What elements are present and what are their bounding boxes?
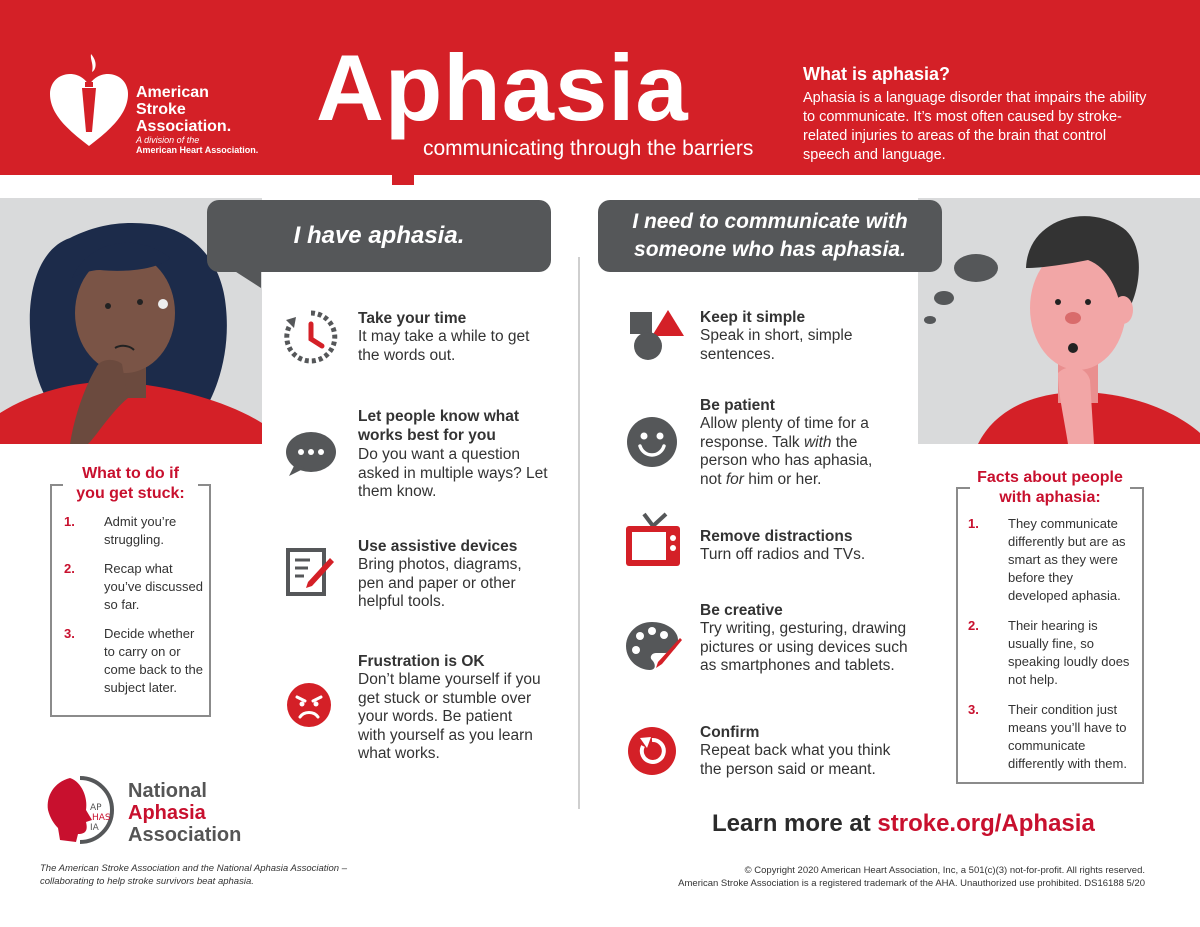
copyright-line2: American Stroke Association is a registered trademark of the AHA. Unauthorized use prohibited. DS16188 5/20 (678, 878, 1145, 889)
frustrated-face-icon (286, 682, 332, 728)
paint-palette-icon (624, 620, 682, 672)
chat-bubble-icon (285, 430, 337, 476)
copyright (600, 864, 1145, 890)
right-item-1-text: Speak in short, simple sentences. (700, 327, 853, 363)
stuck-item-1 (64, 513, 204, 553)
tv-icon (624, 512, 682, 568)
aha-name-line2: Stroke (136, 101, 186, 118)
facts-item-2-text: Their hearing is usually fine, so speaking loudly does not help. (1008, 618, 1130, 687)
stuck-heading-line1: What to do if (82, 465, 179, 482)
stuck-item-2-text: Recap what you’ve discussed so far. (104, 561, 203, 612)
facts-item-3 (968, 701, 1138, 777)
svg-text:AP: AP (90, 803, 102, 813)
left-item-4-title: Frustration is OK (358, 653, 485, 670)
aha-name-line3: Association. (136, 118, 232, 135)
stuck-item-2 (64, 560, 204, 616)
repeat-arrow-icon (627, 726, 677, 776)
aha-org-name (136, 84, 256, 135)
facts-item-1-num: 1. (968, 516, 979, 531)
what-is-heading: What is aphasia? (803, 64, 951, 84)
stuck-box-heading (63, 464, 198, 504)
stuck-item-2-num: 2. (64, 561, 75, 576)
page-subtitle: communicating through the barriers (423, 137, 754, 160)
man-illustration (918, 198, 1200, 444)
learn-more-prefix: Learn more at (712, 810, 878, 837)
left-item-1-text: It may take a while to get the words out. (358, 328, 530, 364)
facts-box-heading (970, 468, 1130, 508)
stuck-heading-line2: you get stuck: (76, 485, 185, 502)
left-item-2-text: Do you want a question asked in multiple ways? Let them know. (358, 446, 548, 500)
facts-heading-line2: with aphasia: (999, 489, 1101, 506)
bubble-right-line1: I need to communicate with (632, 210, 908, 233)
stuck-item-3-text: Decide whether to carry on or come back to the subject later. (104, 626, 203, 695)
header-tail (392, 150, 414, 185)
what-is-text: Aphasia is a language disorder that impairs the ability to communicate. It’s most often caused by stroke-related injuries to areas of the brain that control speech and language. (803, 90, 1147, 163)
right-item-2-text-c: him or her. (743, 470, 822, 488)
facts-item-1 (968, 515, 1138, 607)
learn-more-link[interactable]: stroke.org/Aphasia (877, 810, 1095, 837)
right-item-3-title: Remove distractions (700, 528, 853, 545)
right-item-2-text-b: the person who has aphasia, not (700, 433, 873, 488)
naa-name (128, 780, 241, 846)
i-have-aphasia-bubble: I have aphasia. (207, 200, 551, 272)
naa-logo-icon (40, 774, 120, 846)
smiley-face-icon (626, 416, 678, 468)
facts-item-2-num: 2. (968, 618, 979, 633)
division-line1: A division of the (136, 135, 200, 145)
right-item-2-em-with: with (803, 433, 832, 451)
facts-item-3-num: 3. (968, 702, 979, 717)
division-line2: American Heart Association. (136, 145, 259, 155)
naa-line2: Aphasia (128, 802, 206, 824)
facts-item-2 (968, 617, 1138, 691)
right-item-4-title: Be creative (700, 602, 783, 619)
naa-line1: National (128, 780, 207, 802)
stuck-item-1-text: Admit you’re struggling. (104, 514, 177, 547)
bubble-right-line2: someone who has aphasia. (634, 238, 906, 261)
right-item-5-title: Confirm (700, 724, 760, 741)
learn-more (712, 810, 1095, 838)
facts-item-1-text: They communicate differently but are as smart as they were before they developed aphasia. (1008, 516, 1126, 603)
bubble-tail-left (233, 270, 261, 288)
collab-text: The American Stroke Association and the National Aphasia Association – collaborating to help stroke survivors beat aphasia. (40, 863, 347, 887)
stuck-item-1-num: 1. (64, 514, 75, 529)
right-item-3-text: Turn off radios and TVs. (700, 546, 866, 563)
communicate-with-someone-bubble (598, 200, 942, 272)
left-item-3-text: Bring photos, diagrams, pen and paper or other helpful tools. (358, 556, 522, 610)
left-item-1-title: Take your time (358, 310, 467, 327)
aha-division-text (136, 135, 276, 155)
column-divider (578, 257, 580, 809)
notepad-pen-icon (284, 546, 336, 598)
left-item-4-text: Don’t blame yourself if you get stuck or stumble over your words. Be patient with yourself as you learn what works. (358, 671, 541, 762)
svg-text:IA: IA (90, 823, 99, 833)
left-item-3-title: Use assistive devices (358, 538, 518, 555)
right-item-2-title: Be patient (700, 397, 775, 414)
clock-icon (282, 308, 340, 366)
right-item-5-text: Repeat back what you think the person said or meant. (700, 742, 891, 778)
copyright-line1: © Copyright 2020 American Heart Association, Inc, a 501(c)(3) not-for-profit. All rights reserved. (744, 865, 1145, 876)
right-item-2-em-for: for (725, 470, 744, 488)
aha-torch-heart-logo-icon (48, 52, 130, 148)
aha-name-line1: American (136, 84, 209, 101)
right-item-2-text-a: Allow plenty of time for a response. Talk (700, 415, 869, 451)
stuck-item-3 (64, 625, 204, 701)
shapes-icon (628, 308, 684, 362)
right-item-2-text (700, 415, 885, 489)
naa-line3: Association (128, 824, 242, 846)
facts-heading-line1: Facts about people (977, 469, 1123, 486)
stuck-item-3-num: 3. (64, 626, 75, 641)
right-item-1-title: Keep it simple (700, 309, 806, 326)
page-title: Aphasia (316, 35, 689, 140)
left-item-2-title: Let people know what works best for you (358, 408, 520, 444)
facts-item-3-text: Their condition just means you’ll have to communicate differently with them. (1008, 702, 1127, 771)
svg-text:HAS: HAS (92, 813, 111, 823)
right-item-4-text: Try writing, gesturing, drawing pictures or using devices such as smartphones and tablets. (700, 620, 908, 674)
